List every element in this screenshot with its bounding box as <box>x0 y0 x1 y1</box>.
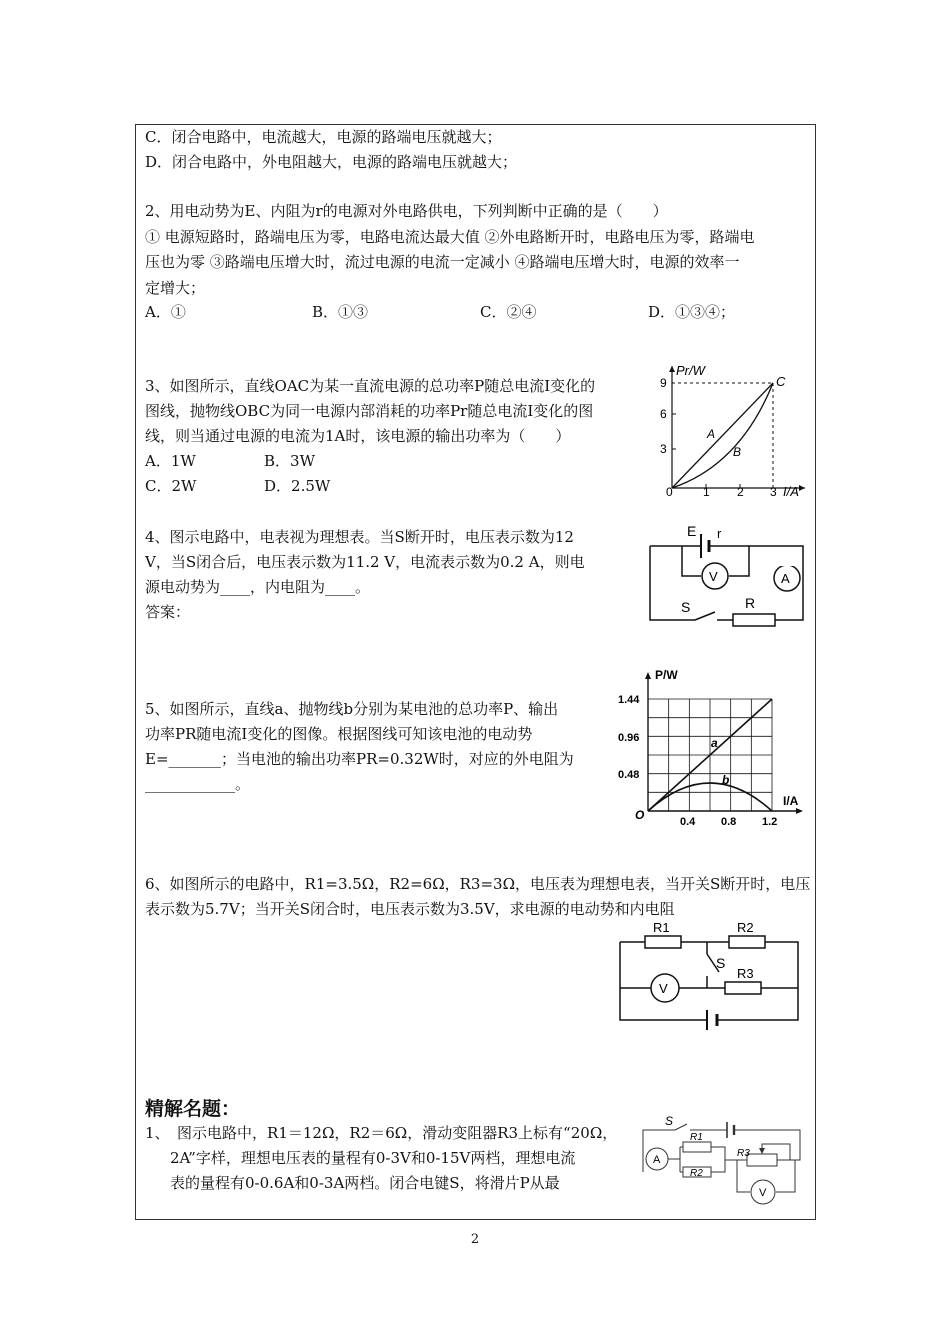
q5-line2: 功率PR随电流I变化的图像。根据图线可知该电池的电动势 <box>145 725 533 743</box>
q5-power-graph <box>615 665 810 830</box>
q4-line2: V，当S闭合后，电压表示数为11.2 V，电流表示数为0.2 A，则电 <box>145 553 585 571</box>
q4-switch-label: S <box>681 599 691 615</box>
q3-ytick-6: 6 <box>660 407 667 421</box>
section-q1-line3: 表的量程有0-0.6A和0-3A两档。闭合电键S，将滑片P从最 <box>170 1174 560 1192</box>
q5-line3: E=_______；当电池的输出功率PR=0.32W时，对应的外电阻为 <box>145 750 574 768</box>
sec-r3-label: R3 <box>737 1148 750 1159</box>
q3-option-a: A．1W <box>145 452 196 470</box>
q6-switch-label: S <box>716 955 726 971</box>
q3-label-b: B <box>733 445 742 459</box>
q5-line4: ____________。 <box>145 775 251 793</box>
q4-ammeter-label: A <box>781 571 790 586</box>
q5-origin: O <box>635 808 645 822</box>
page-number: 2 <box>470 1232 480 1247</box>
q4-label-e: E <box>687 523 697 539</box>
q2-option-c: C．②④ <box>480 303 537 321</box>
q6-r3-label: R3 <box>737 966 754 981</box>
q3-xtick-2: 2 <box>737 485 744 499</box>
q6-line2: 表示数为5.7V；当开关S闭合时，电压表示数为3.5V，求电源的电动势和内电阻 <box>145 900 675 918</box>
option-c-prev: C．闭合电路中，电流越大，电源的路端电压就越大； <box>145 128 502 146</box>
section-q1-line2: 2A”字样，理想电压表的量程有0-3V和0-15V两档，理想电流 <box>170 1149 576 1167</box>
sec-switch-label: S <box>665 1114 674 1128</box>
q3-ytick-9: 9 <box>660 376 667 390</box>
q2-stem: 2、用电动势为E、内阻为r的电源对外电路供电，下列判断中正确的是（ ） <box>145 202 668 220</box>
q4-resistor-label: R <box>745 595 756 611</box>
q3-power-graph <box>650 360 810 500</box>
q5-xtick-0.8: 0.8 <box>721 816 737 828</box>
q3-ylabel: Pr/W <box>676 363 705 378</box>
q5-ylabel: P/W <box>655 668 678 682</box>
q5-xtick-0.4: 0.4 <box>680 816 696 828</box>
q2-option-b: B．①③ <box>312 303 369 321</box>
q3-line3: 线，则当通过电源的电流为1A时，该电源的输出功率为（ ） <box>145 427 571 445</box>
q5-ytick-1.44: 1.44 <box>618 694 640 706</box>
q3-xlabel: I/A <box>783 484 799 499</box>
q2-line2: 压也为零 ③路端电压增大时，流过电源的电流一定减小 ④路端电压增大时，电源的效率一 <box>145 253 740 271</box>
q2-line1: ① 电源短路时，路端电压为零，电路电流达最大值 ②外电路断开时，电路电压为零，路端电 <box>145 228 755 246</box>
q3-line2: 图线，抛物线OBC为同一电源内部消耗的功率Pr随总电流I变化的图 <box>145 402 594 420</box>
sec-ammeter-label: A <box>653 1154 661 1166</box>
q4-answer: 答案： <box>145 603 191 621</box>
section-title: 精解名题： <box>145 1098 241 1120</box>
q3-label-a: A <box>707 427 716 441</box>
q4-label-r: r <box>717 526 722 541</box>
q3-option-d: D．2.5W <box>264 477 331 495</box>
sec-r1-label: R1 <box>690 1132 703 1143</box>
q2-line3: 定增大； <box>145 279 206 297</box>
q3-xtick-3: 3 <box>770 485 777 499</box>
q3-ytick-3: 3 <box>660 442 667 456</box>
sec-r2-label: R2 <box>690 1168 703 1179</box>
q2-option-a: A．① <box>145 303 186 321</box>
q4-voltmeter-label: V <box>709 569 718 584</box>
sec-voltmeter-label: V <box>759 1187 767 1199</box>
q3-line1: 3、如图所示，直线OAC为某一直流电源的总功率P随总电流I变化的 <box>145 377 596 395</box>
q5-ytick-0.96: 0.96 <box>618 732 640 744</box>
q5-label-b: b <box>722 773 730 787</box>
q3-xtick-1: 1 <box>703 485 710 499</box>
q5-line1: 5、如图所示，直线a、抛物线b分别为某电池的总功率P、输出 <box>145 700 559 718</box>
section-q1-line1: 1、 图示电路中，R1＝12Ω，R2＝6Ω，滑动变阻器R3上标有“20Ω， <box>145 1124 618 1142</box>
q6-r2-label: R2 <box>737 920 754 935</box>
q6-circuit <box>615 920 805 1040</box>
q6-r1-label: R1 <box>653 920 670 935</box>
q5-xtick-1.2: 1.2 <box>762 816 778 828</box>
q6-voltmeter-label: V <box>659 981 668 996</box>
q4-line3: 源电动势为____，内电阻为____。 <box>145 578 371 596</box>
q3-option-b: B．3W <box>264 452 315 470</box>
q3-option-c: C．2W <box>145 477 197 495</box>
q3-point-c: C <box>776 374 786 389</box>
q5-xlabel: I/A <box>783 794 799 808</box>
q3-origin: 0 <box>666 485 673 499</box>
q2-option-d: D．①③④； <box>648 303 736 321</box>
q3-line-a <box>672 383 773 488</box>
q5-ytick-0.48: 0.48 <box>618 769 640 781</box>
section-circuit <box>635 1112 805 1217</box>
q6-line1: 6、如图所示的电路中，R1=3.5Ω，R2=6Ω，R3=3Ω，电压表为理想电表，当开关S断开时，电压 <box>145 875 811 893</box>
option-d-prev: D．闭合电路中，外电阻越大，电源的路端电压就越大； <box>145 153 518 171</box>
q5-label-a: a <box>711 736 718 750</box>
q4-line1: 4、图示电路中，电表视为理想表。当S断开时，电压表示数为12 <box>145 528 574 546</box>
q4-circuit <box>645 522 810 632</box>
